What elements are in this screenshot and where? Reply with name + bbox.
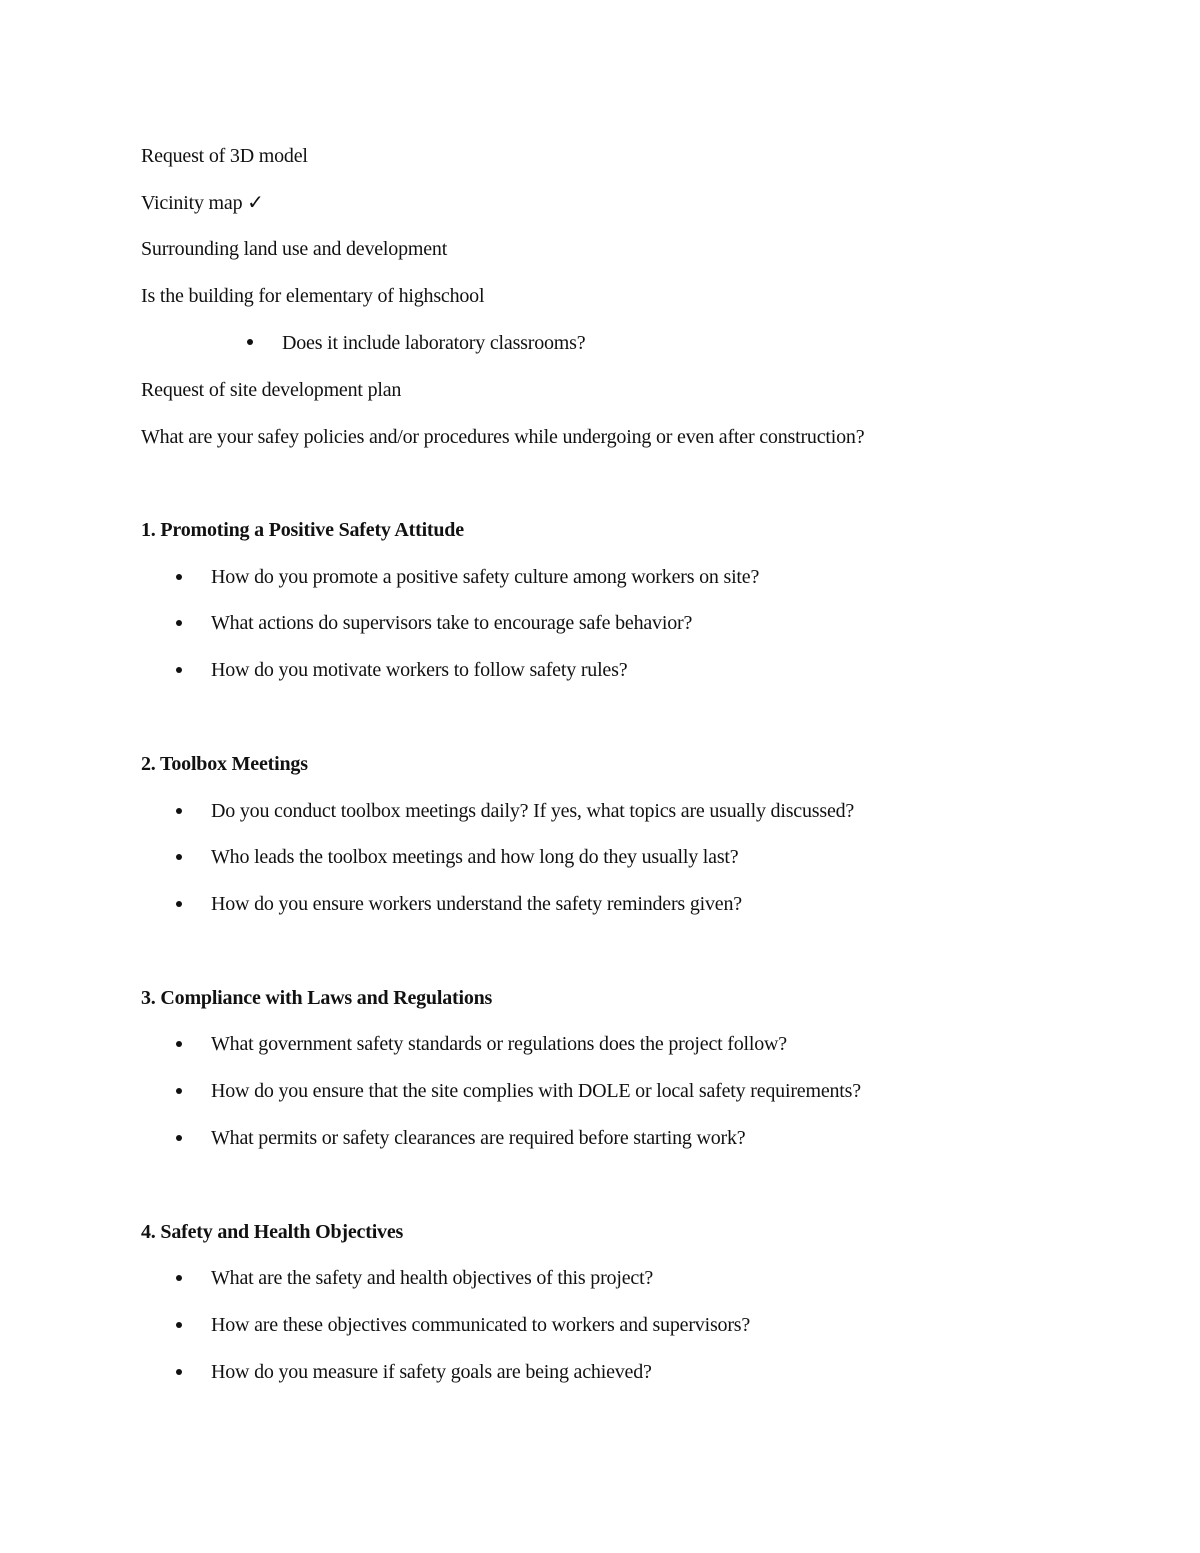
- bullet-icon: [176, 1041, 182, 1047]
- bullet-icon: [176, 1369, 182, 1375]
- intro-line: Surrounding land use and development: [141, 238, 448, 260]
- list-item: How do you ensure workers understand the safety reminders given?: [211, 893, 742, 915]
- list-item: How are these objectives communicated to workers and supervisors?: [211, 1314, 751, 1336]
- list-item: What are the safety and health objectives of this project?: [211, 1267, 654, 1289]
- bullet-icon: [176, 1088, 182, 1094]
- intro-line: Request of 3D model: [141, 145, 308, 167]
- list-item: How do you motivate workers to follow safety rules?: [211, 659, 628, 681]
- section-heading: 1. Promoting a Positive Safety Attitude: [141, 519, 464, 541]
- list-item: How do you measure if safety goals are being achieved?: [211, 1361, 652, 1383]
- bullet-icon: [176, 854, 182, 860]
- bullet-icon: [176, 808, 182, 814]
- bullet-icon: [176, 1275, 182, 1281]
- bullet-icon: [176, 1135, 182, 1141]
- list-item: What actions do supervisors take to encourage safe behavior?: [211, 612, 693, 634]
- intro-line: What are your safey policies and/or procedures while undergoing or even after construction?: [141, 426, 865, 448]
- sub-bullet-text: Does it include laboratory classrooms?: [282, 332, 586, 354]
- bullet-icon: [176, 667, 182, 673]
- section-heading: 2. Toolbox Meetings: [141, 753, 308, 775]
- list-item: What government safety standards or regulations does the project follow?: [211, 1033, 787, 1055]
- bullet-icon: [176, 574, 182, 580]
- list-item: How do you promote a positive safety culture among workers on site?: [211, 566, 760, 588]
- intro-line: Is the building for elementary of highschool: [141, 285, 485, 307]
- list-item: How do you ensure that the site complies with DOLE or local safety requirements?: [211, 1080, 861, 1102]
- section-heading: 3. Compliance with Laws and Regulations: [141, 987, 493, 1009]
- section-heading: 4. Safety and Health Objectives: [141, 1221, 404, 1243]
- bullet-icon: [176, 1322, 182, 1328]
- list-item: What permits or safety clearances are required before starting work?: [211, 1127, 746, 1149]
- list-item: Do you conduct toolbox meetings daily? If yes, what topics are usually discussed?: [211, 800, 855, 822]
- intro-line: Vicinity map ✓: [141, 192, 264, 214]
- list-item: Who leads the toolbox meetings and how long do they usually last?: [211, 846, 739, 868]
- bullet-icon: [176, 901, 182, 907]
- intro-line: Request of site development plan: [141, 379, 402, 401]
- bullet-icon: [247, 339, 253, 345]
- bullet-icon: [176, 620, 182, 626]
